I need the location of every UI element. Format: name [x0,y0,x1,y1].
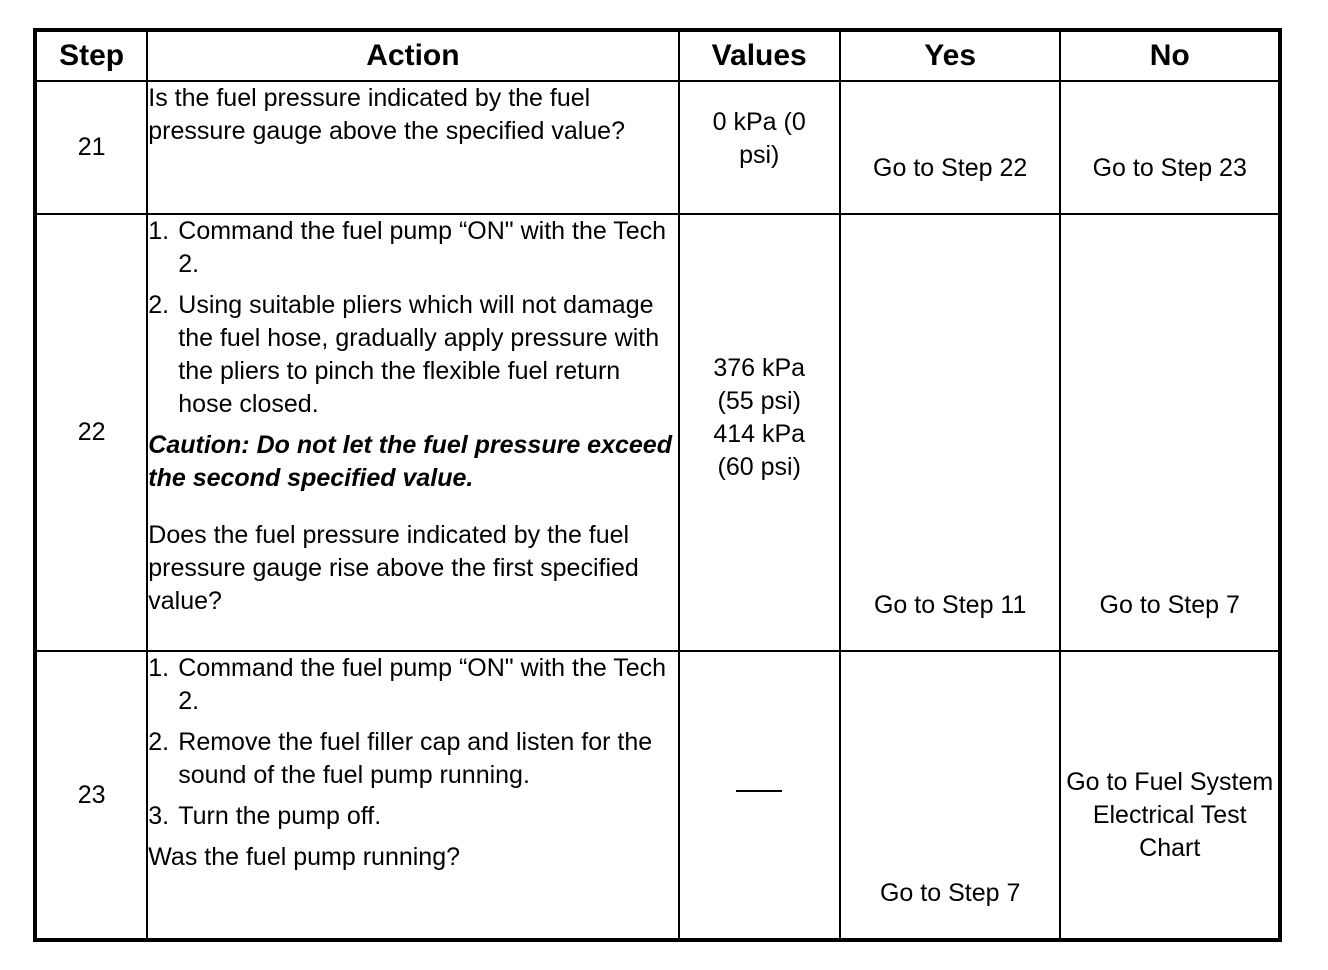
empty-value-dash [736,790,782,792]
action-step-text: Turn the pump off. [178,802,382,830]
action-step [148,215,677,281]
table-row [35,81,1280,214]
action-question: Was the fuel pump running? [148,843,461,871]
header-action: Action [147,30,678,81]
action-step-number: 2. [148,291,170,319]
action-step-text: Remove the fuel filler cap and listen for the sound of the fuel pump running. [178,728,653,789]
value-line: (55 psi) [717,386,801,415]
header-values: Values [679,30,840,81]
value-line: 0 kPa (0 [712,107,806,136]
action-step-number: 1. [148,217,170,245]
value-line: 414 kPa [713,419,806,448]
action-cell [147,214,678,651]
values-cell [679,81,840,214]
value-line: 376 kPa [713,353,806,382]
action-step-text: Using suitable pliers which will not damage the fuel hose, gradually apply pressure with the pliers to pinch the flexible fuel return hose closed. [178,291,660,418]
action-step-text: Command the fuel pump “ON" with the Tech 2. [178,217,667,278]
no-cell: Go to Step 7 [1060,214,1280,651]
action-step-number: 2. [148,728,170,756]
no-cell: Go to Fuel System Electrical Test Chart [1060,651,1280,940]
header-yes: Yes [840,30,1061,81]
action-step-text: Command the fuel pump “ON" with the Tech 2. [178,654,667,715]
yes-cell: Go to Step 11 [840,214,1061,651]
action-cell [147,651,678,940]
header-step: Step [35,30,147,81]
action-step [148,800,677,833]
action-step-number: 1. [148,654,170,682]
no-cell: Go to Step 23 [1060,81,1280,214]
value-line: (60 psi) [717,452,801,481]
action-question: Does the fuel pressure indicated by the fuel pressure gauge rise above the first specified value? [148,521,639,615]
value-line: psi) [739,140,780,169]
action-step [148,289,677,421]
action-cell [147,81,678,214]
step-number: 22 [35,214,147,651]
yes-cell: Go to Step 22 [840,81,1061,214]
action-step [148,726,677,792]
table-row [35,651,1280,940]
action-step [148,652,677,718]
table-row [35,214,1280,651]
caution-note: Caution: Do not let the fuel pressure exceed the second specified value. [148,431,672,492]
yes-cell: Go to Step 7 [840,651,1061,940]
step-number: 23 [35,651,147,940]
action-question: Is the fuel pressure indicated by the fuel pressure gauge above the specified value? [148,84,625,145]
diagnostic-table [33,28,1282,942]
header-no: No [1060,30,1280,81]
values-cell [679,214,840,651]
values-cell [679,651,840,940]
action-step-number: 3. [148,802,170,830]
header-row [35,30,1280,81]
step-number: 21 [35,81,147,214]
